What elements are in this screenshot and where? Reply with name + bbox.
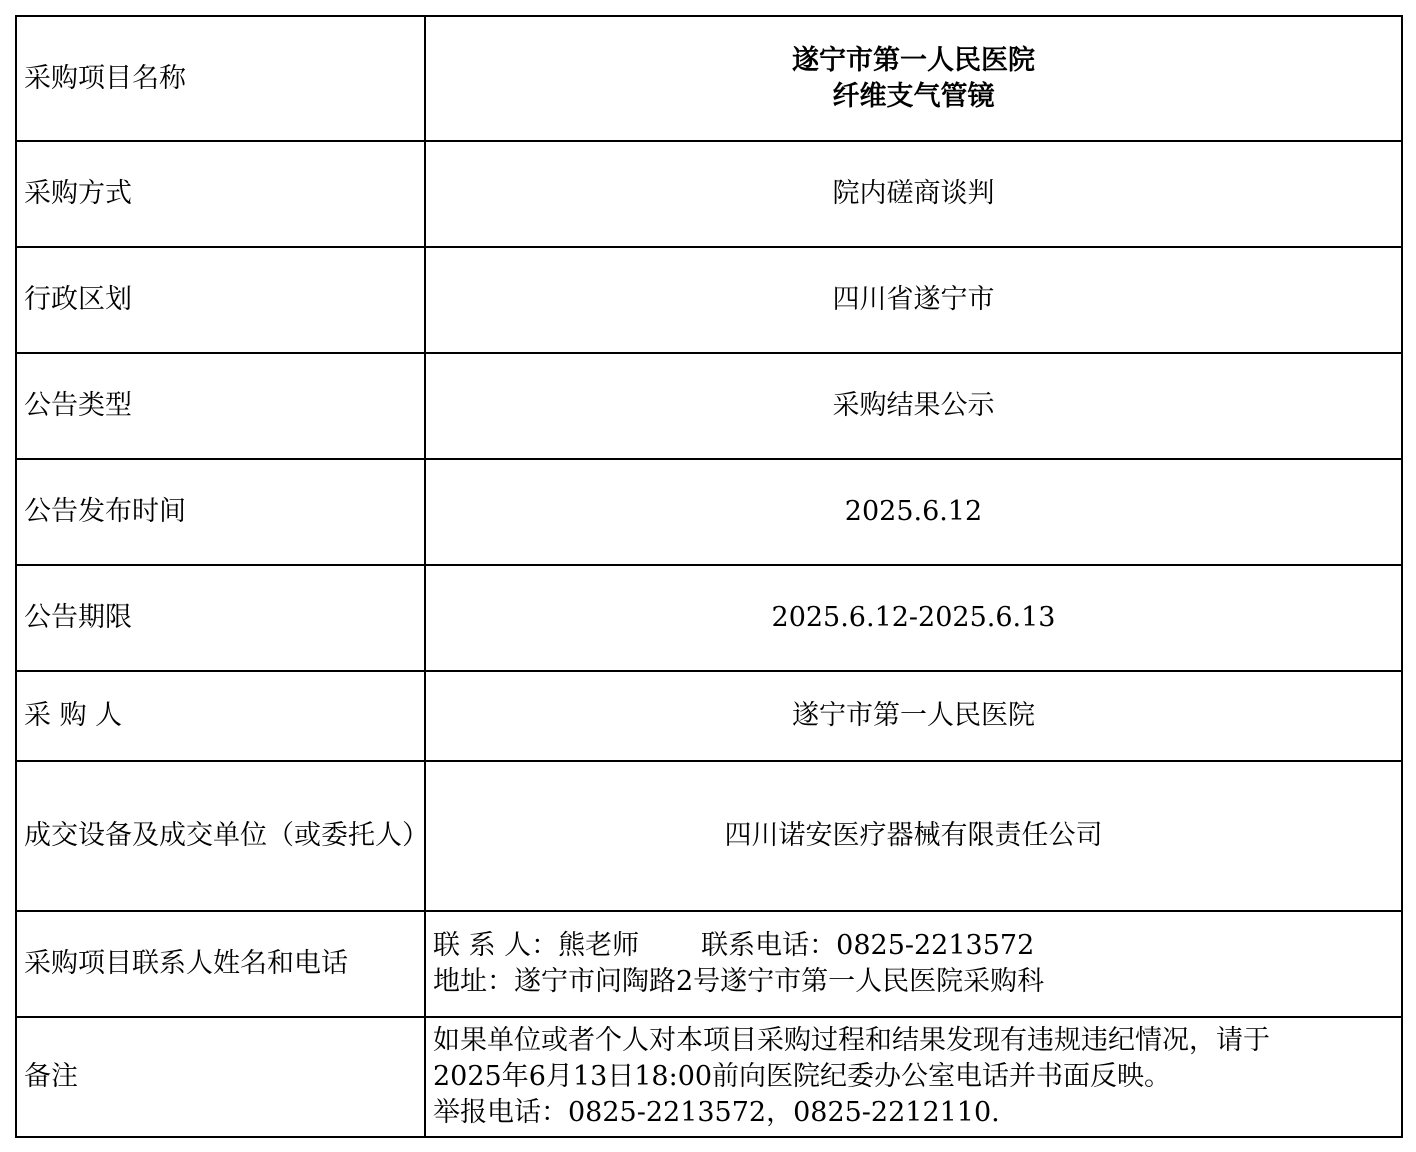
- notice-period-value: 2025.6.12-2025.6.13: [425, 565, 1402, 671]
- notice-type-label: 公告类型: [16, 353, 425, 459]
- table-row: [16, 459, 1402, 565]
- notice-period-label: 公告期限: [16, 565, 425, 671]
- remarks-line-3: 举报电话：0825-2213572，0825-2212110.: [433, 1097, 1000, 1128]
- procurement-method-value: 院内磋商谈判: [425, 141, 1402, 247]
- table-row: [16, 671, 1402, 761]
- region-label: 行政区划: [16, 247, 425, 353]
- remarks-label: 备注: [16, 1017, 425, 1137]
- table-row: [16, 247, 1402, 353]
- table-row: [16, 16, 1402, 141]
- remarks-line-2: 2025年6月13日18:00前向医院纪委办公室电话并书面反映。: [433, 1061, 1172, 1092]
- table-row: [16, 353, 1402, 459]
- winning-supplier-label: 成交设备及成交单位（或委托人）: [16, 761, 425, 911]
- table-row: [16, 141, 1402, 247]
- contact-label: 采购项目联系人姓名和电话: [16, 911, 425, 1017]
- purchaser-value: 遂宁市第一人民医院: [425, 671, 1402, 761]
- remarks-value: [425, 1017, 1402, 1137]
- remarks-line-1: 如果单位或者个人对本项目采购过程和结果发现有违规违纪情况，请于: [433, 1025, 1270, 1056]
- table-row: [16, 1017, 1402, 1137]
- purchaser-label: 采 购 人: [16, 671, 425, 761]
- project-name-line-2: 纤维支气管镜: [832, 80, 995, 112]
- procurement-notice-table: [15, 15, 1403, 1138]
- region-value: 四川省遂宁市: [425, 247, 1402, 353]
- contact-address: 地址：遂宁市问陶路2号遂宁市第一人民医院采购科: [433, 966, 1045, 997]
- table-row: [16, 565, 1402, 671]
- procurement-method-label: 采购方式: [16, 141, 425, 247]
- contact-phone: 联系电话：0825-2213572: [701, 930, 1035, 961]
- contact-value: [425, 911, 1402, 1017]
- winning-supplier-value: 四川诺安医疗器械有限责任公司: [425, 761, 1402, 911]
- table-row: [16, 911, 1402, 1017]
- publish-date-label: 公告发布时间: [16, 459, 425, 565]
- project-name-label: 采购项目名称: [16, 16, 425, 141]
- project-name-line-1: 遂宁市第一人民医院: [792, 44, 1035, 76]
- contact-person: 联 系 人：熊老师: [433, 930, 640, 961]
- project-name-value: [425, 16, 1402, 141]
- contact-line: [433, 928, 1394, 964]
- notice-type-value: 采购结果公示: [425, 353, 1402, 459]
- table-row: [16, 761, 1402, 911]
- publish-date-value: 2025.6.12: [425, 459, 1402, 565]
